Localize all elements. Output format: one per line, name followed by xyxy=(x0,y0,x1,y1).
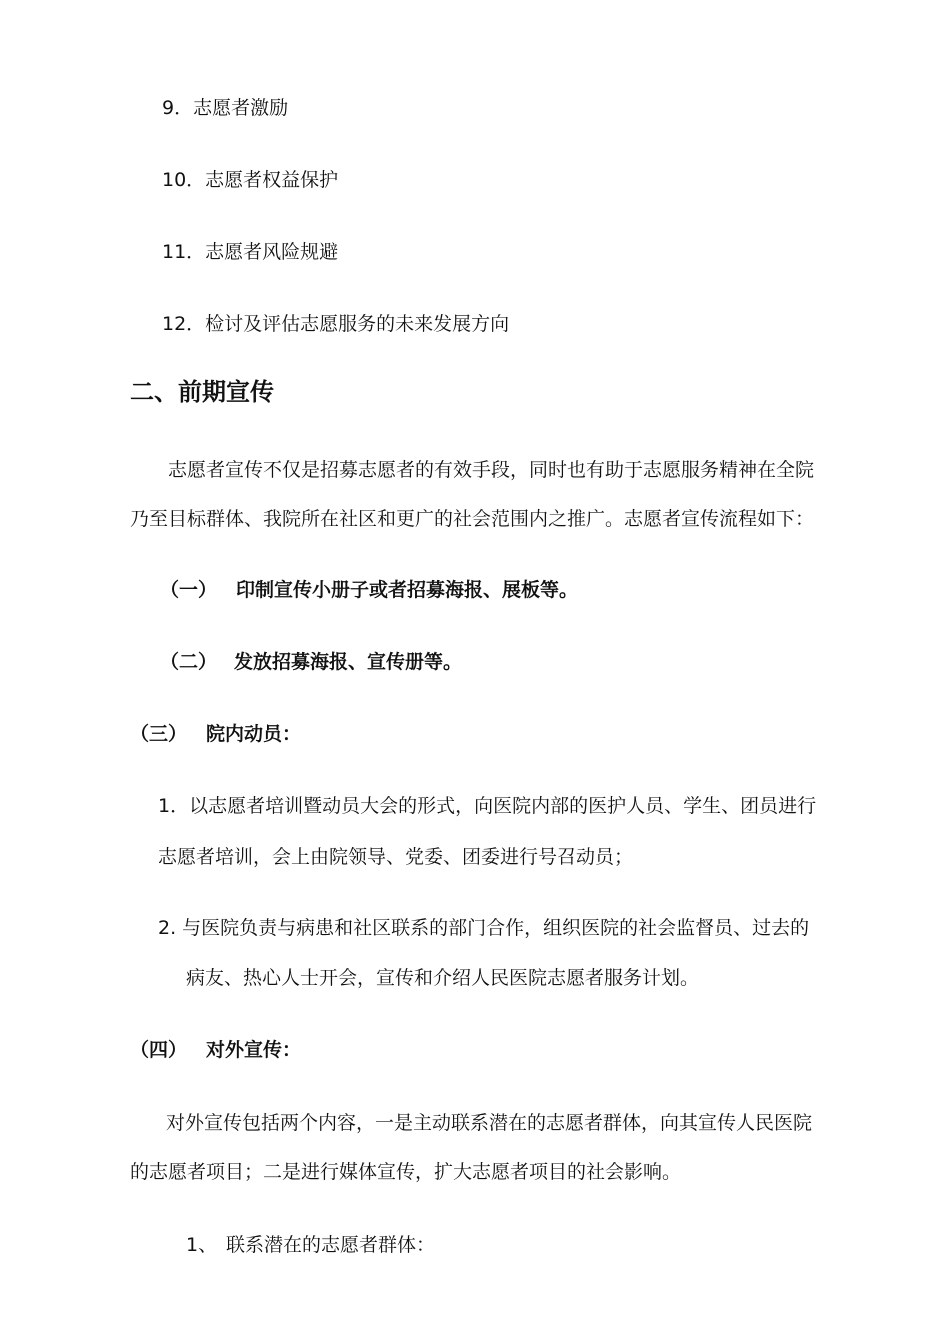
subheading-3-text: 院内动员： xyxy=(206,723,302,745)
numbered-item-1-line-2: 志愿者培训，会上由院领导、党委、团委进行号召动员； xyxy=(158,846,634,868)
point-1-number: 1、 xyxy=(186,1234,218,1256)
intro-paragraph-line-1: 志愿者宣传不仅是招募志愿者的有效手段，同时也有助于志愿服务精神在全院 xyxy=(168,459,815,481)
subheading-3-number: （三） xyxy=(130,723,188,745)
subheading-2-text: 发放招募海报、宣传册等。 xyxy=(234,651,463,673)
subheading-4-number: （四） xyxy=(130,1039,188,1061)
list-item-12: 12．检讨及评估志愿服务的未来发展方向 xyxy=(162,313,510,335)
external-paragraph-line-2: 的志愿者项目；二是进行媒体宣传，扩大志愿者项目的社会影响。 xyxy=(130,1161,682,1183)
subheading-1-text: 印制宣传小册子或者招募海报、展板等。 xyxy=(236,579,579,601)
list-item-9: 9．志愿者激励 xyxy=(162,97,289,119)
subheading-4-text: 对外宣传： xyxy=(206,1039,302,1061)
point-1-text: 联系潜在的志愿者群体： xyxy=(226,1234,436,1256)
numbered-item-1-line-1: 1．以志愿者培训暨动员大会的形式，向医院内部的医护人员、学生、团员进行 xyxy=(158,795,817,817)
subheading-1-number: （一） xyxy=(160,579,218,601)
section-heading: 二、前期宣传 xyxy=(130,378,274,406)
external-paragraph-line-1: 对外宣传包括两个内容，一是主动联系潜在的志愿者群体，向其宣传人民医院 xyxy=(166,1112,813,1134)
intro-paragraph-line-2: 乃至目标群体、我院所在社区和更广的社会范围内之推广。志愿者宣传流程如下： xyxy=(130,508,815,530)
list-item-11: 11．志愿者风险规避 xyxy=(162,241,339,263)
subheading-2-number: （二） xyxy=(160,651,218,673)
numbered-item-2-line-1: 2. 与医院负责与病患和社区联系的部门合作，组织医院的社会监督员、过去的 xyxy=(158,917,810,939)
list-item-10: 10．志愿者权益保护 xyxy=(162,169,339,191)
numbered-item-2-line-2: 病友、热心人士开会，宣传和介绍人民医院志愿者服务计划。 xyxy=(186,967,700,989)
